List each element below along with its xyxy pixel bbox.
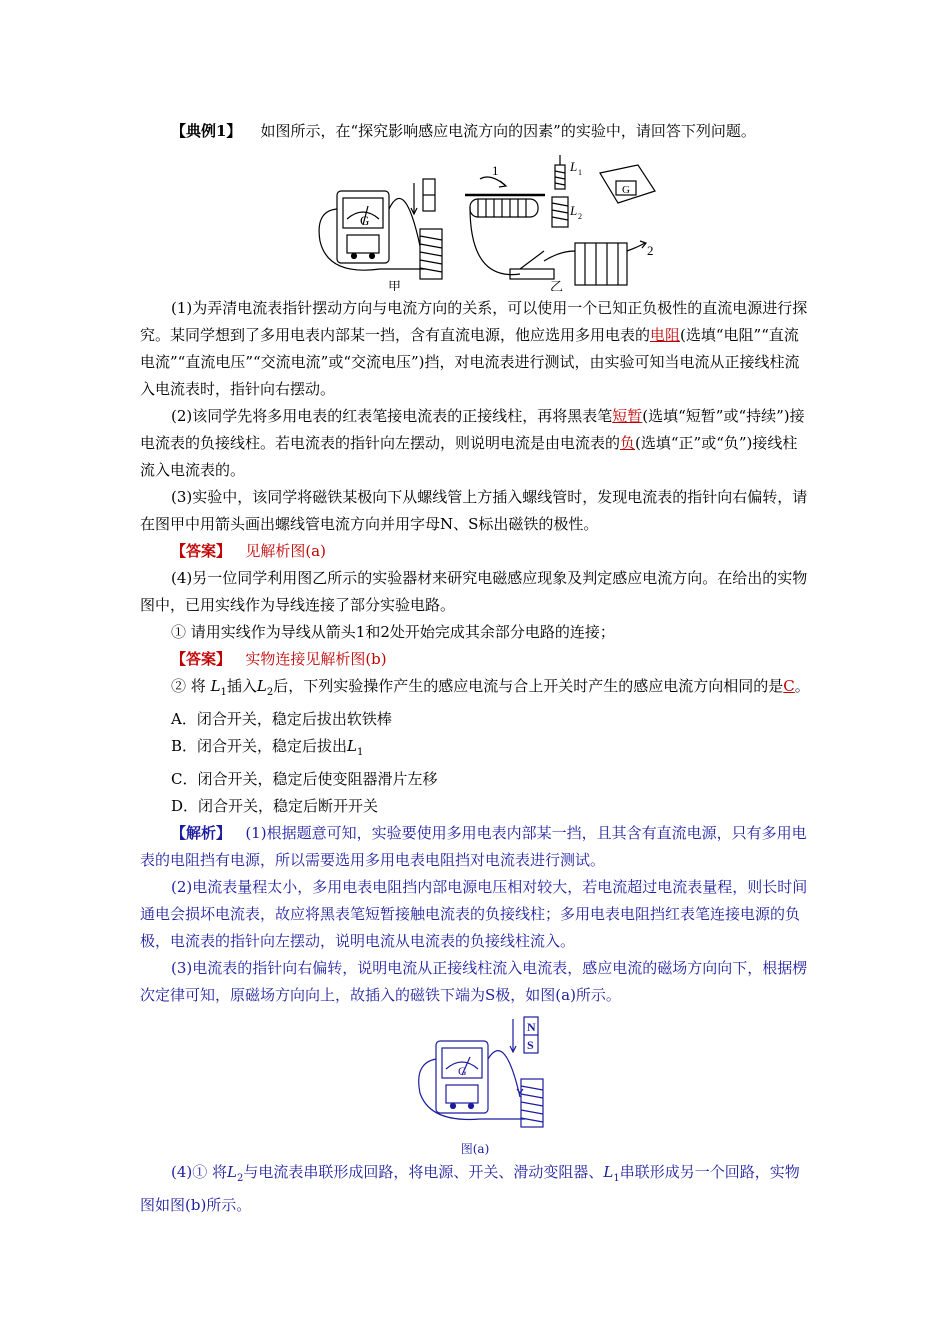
q4-2-text-a: ② 将 (171, 677, 206, 695)
q1-text-pre: (1)为弄清电流表指针摆动方向与电流方向的关系，可以使用一个已知正负极性的直流电源进行探究。某同学想到了多用电表内部某一挡，含有直流电源，他应选用多用电表的 (140, 299, 808, 344)
subscript-1: 1 (220, 687, 227, 698)
symbol-L: L (227, 1163, 237, 1181)
figure-jia-yi (140, 151, 810, 291)
fig-label-L2-sub: 2 (578, 212, 582, 221)
magnet-label-N: N (527, 1020, 536, 1034)
example-intro (140, 118, 810, 145)
question-4-2 (140, 673, 810, 706)
symbol-L: L (210, 677, 221, 695)
analysis-4 (140, 1159, 810, 1219)
analysis-4-text-c: 串联形成另一个回路，实物图如图(b)所示。 (140, 1163, 800, 1214)
answer-label: 【答案】 (171, 542, 232, 560)
figure-a-caption: 图(a) (460, 1142, 490, 1156)
fig-label-L1-sub: 1 (578, 168, 582, 177)
option-B (140, 733, 810, 766)
battery (575, 243, 627, 285)
q1-answer-blank: 电阻 (650, 326, 681, 344)
fig-label-L1: L (570, 159, 578, 174)
question-2 (140, 403, 810, 484)
q4-2-text-b: 插入 (226, 677, 257, 695)
q2-answer-blank-2: 负 (620, 434, 636, 452)
answer-label: 【答案】 (171, 650, 232, 668)
fig-label-jia: 甲 (388, 279, 402, 291)
symbol-L: L (256, 677, 267, 695)
answer-4 (140, 646, 810, 673)
q4-2-answer-blank: C (783, 677, 795, 695)
intro-text: 如图所示，在“探究影响感应电流方向的因素”的实验中，请回答下列问题。 (260, 122, 756, 140)
analysis-1-text: (1)根据题意可知，实验要使用多用电表内部某一挡，且其含有直流电源，只有多用电表的电阻挡有电源，所以需要选用多用电表电阻挡对电流表进行测试。 (140, 824, 807, 869)
q1-text-post: (选填“电阻”“直流电流”“直流电压”“交流电流”或“交流电压”)挡，对电流表进行测试，由实验可知当电流从正接线柱流入电流表时，指针向右摆动。 (140, 326, 800, 398)
symbol-L: L (603, 1163, 614, 1181)
figure-a (140, 1015, 810, 1135)
question-3: (3)实验中，该同学将磁铁某极向下从螺线管上方插入螺线管时，发现电流表的指针向右偏转，请在图甲中用箭头画出螺线管电流方向并用字母N、S标出磁铁的极性。 (140, 488, 808, 533)
option-B-text: B．闭合开关，稳定后拔出 (171, 737, 348, 755)
symbol-L: L (347, 737, 357, 755)
q2-text-post: (选填“正”或“负”)接线柱流入电流表的。 (140, 434, 798, 479)
fig-label-2: 2 (647, 243, 654, 258)
q2-text-pre: (2)该同学先将多用电表的红表笔接电流表的正接线柱，再将黑表笔 (171, 407, 613, 425)
fig-label-yi: 乙 (550, 279, 564, 291)
option-A: A．闭合开关，稳定后拔出软铁棒 (171, 710, 392, 728)
fig-label-G: G (360, 213, 370, 228)
option-C: C．闭合开关，稳定后使变阻器滑片左移 (171, 770, 438, 788)
answer-3 (140, 538, 810, 565)
fig-a-label-G: G (458, 1064, 467, 1078)
figure-a-diagram (140, 1015, 810, 1135)
answer-4-text: 实物连接见解析图(b) (245, 650, 387, 668)
subscript-2: 2 (237, 1173, 244, 1184)
answer-3-text: 见解析图(a) (245, 542, 326, 560)
analysis-4-text-a: (4)① 将 (171, 1163, 228, 1181)
analysis-label: 【解析】 (171, 824, 232, 842)
subscript-1: 1 (357, 747, 364, 758)
document-page (140, 118, 810, 1219)
analysis-3: (3)电流表的指针向右偏转，说明电流从正接线柱流入电流表，感应电流的磁场方向向下，根据楞次定律可知，原磁场方向向上，故插入的磁铁下端为S极，如图(a)所示。 (140, 959, 808, 1004)
analysis-2: (2)电流表量程太小，多用电表电阻挡内部电源电压相对较大，若电流超过电流表量程，则长时间通电会损坏电流表，故应将黑表笔短暂接触电流表的负接线柱；多用电表电阻挡红表笔连接电源的负极，电流表的指针向左摆动，说明电流从电流表的负接线柱流入。 (140, 878, 808, 950)
q2-answer-blank-1: 短暂 (612, 407, 643, 425)
experiment-diagram (140, 151, 810, 291)
q2-text-mid: (选填“短暂”或“持续”)接电流表的负接线柱。若电流表的指针向左摆动，则说明电流是由电流表的 (140, 407, 805, 452)
example-label: 【典例1】 (171, 122, 242, 140)
magnet-label-S: S (527, 1038, 534, 1052)
fig-label-L2: L (570, 203, 578, 218)
fig-label-1: 1 (492, 163, 499, 178)
option-D: D．闭合开关，稳定后断开开关 (171, 797, 379, 815)
question-4-1: ① 请用实线作为导线从箭头1和2处开始完成其余部分电路的连接； (171, 623, 615, 641)
question-4: (4)另一位同学利用图乙所示的实验器材来研究电磁感应现象及判定感应电流方向。在给出的实物图中，已用实线作为导线连接了部分实验电路。 (140, 569, 808, 614)
q4-2-text-d: 。 (794, 677, 810, 695)
question-1 (140, 295, 810, 403)
q4-2-text-c: 后，下列实验操作产生的感应电流与合上开关时产生的感应电流方向相同的是 (273, 677, 784, 695)
rheostat (470, 199, 538, 217)
subscript-1: 1 (613, 1173, 620, 1184)
analysis-4-text-b: 与电流表串联形成回路，将电源、开关、滑动变阻器、 (243, 1163, 604, 1181)
subscript-2: 2 (266, 687, 274, 698)
analysis-1 (140, 820, 810, 874)
fig-label-G2: G (622, 184, 630, 196)
